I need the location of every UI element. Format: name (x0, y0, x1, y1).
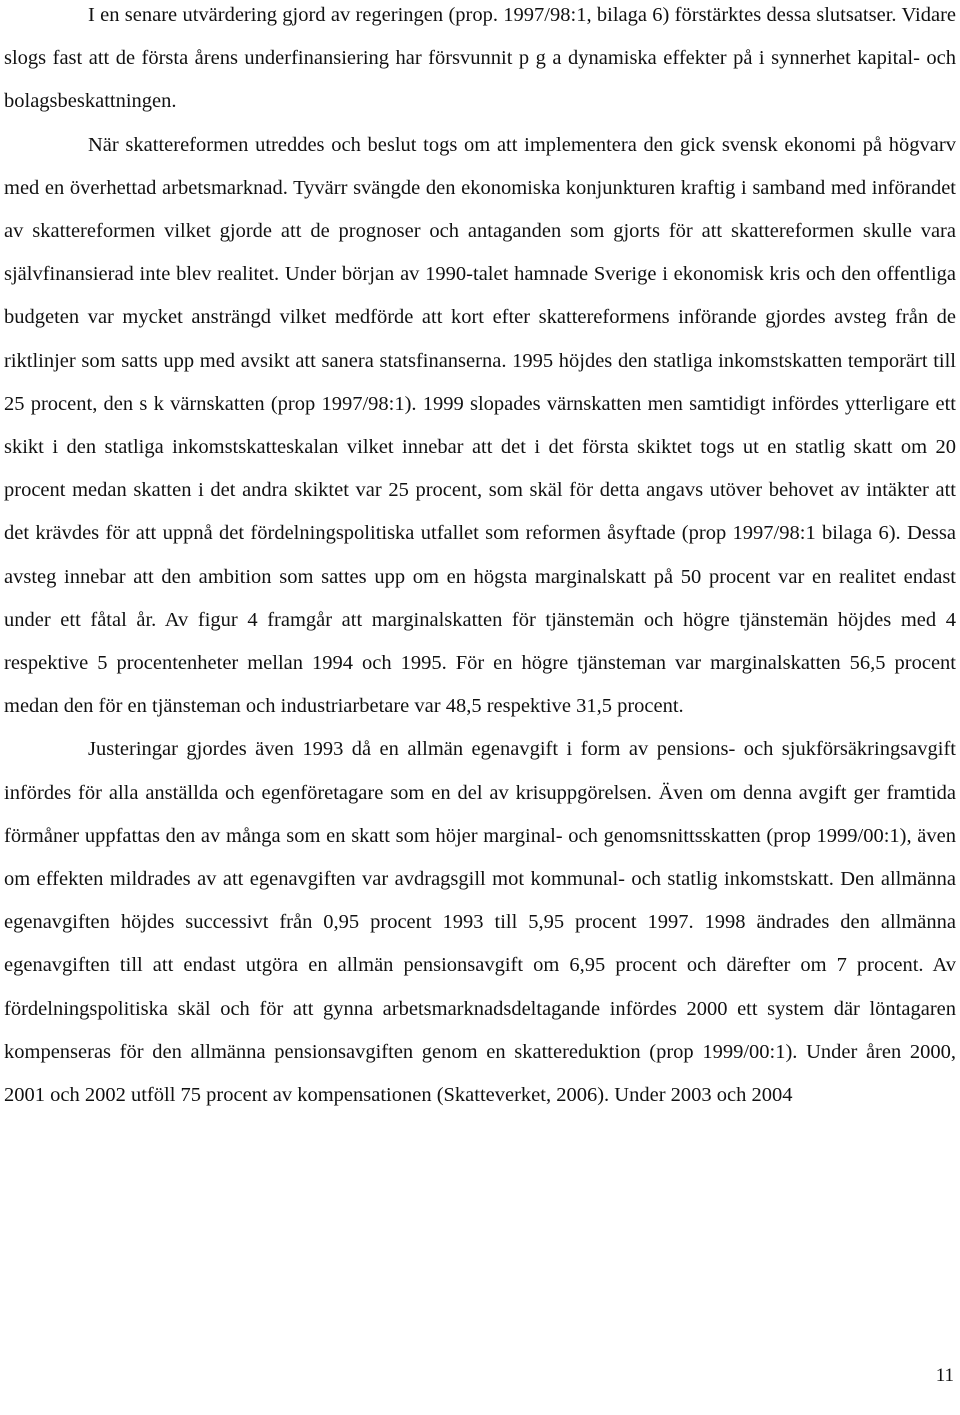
paragraph-adjustments: Justeringar gjordes även 1993 då en allmän egenavgift i form av pensions- och sjukförsäkringsavgift infördes för alla anställda och egenföretagare som en del av krisuppgörelsen. Även om denna avgift ger framtida förmåner uppfattas den av många som en skatt som höjer marginal- och genomsnittsskatten (prop 1999/00:1), även om effekten mildrades av att egenavgiften var avdragsgill mot kommunal- och statlig inkomstskatt. Den allmänna egenavgiften höjdes successivt från 0,95 procent 1993 till 5,95 procent 1997. 1998 ändrades den allmänna egenavgiften till att endast utgöra en allmän pensionsavgift om 6,95 procent och därefter om 7 procent. Av fördelningspolitiska skäl och för att gynna arbetsmarknadsdeltagande infördes 2000 ett system där löntagaren kompenseras för den allmänna pensionsavgiften genom en skattereduktion (prop 1999/00:1). Under åren 2000, 2001 och 2002 utföll 75 procent av kompensationen (Skatteverket, 2006). Under 2003 och 2004 (4, 738, 956, 1107)
paragraph-evaluation: I en senare utvärdering gjord av regeringen (prop. 1997/98:1, bilaga 6) förstärktes dessa slutsatser. Vidare slogs fast att de första årens underfinansiering har försvunnit p g a dynamiska effekter på i synnerhet kapital- och bolagsbeskattningen. (4, 4, 956, 113)
page-number: 11 (935, 1365, 954, 1386)
body-text (4, 0, 956, 1117)
paragraph-tax-reform: När skattereformen utreddes och beslut togs om att implementera den gick svensk ekonomi på högvarv med en överhettad arbetsmarknad. Tyvärr svängde den ekonomiska konjunkturen kraftig i samband med införandet av skattereformen vilket gjorde att de prognoser och antaganden som gjorts för att skattereformen skulle vara självfinansierad inte blev realitet. Under början av 1990-talet hamnade Sverige i ekonomisk kris och den offentliga budgeten var mycket ansträngd vilket medförde att kort efter skattereformens införande gjordes avsteg från de riktlinjer som satts upp med avsikt att sanera statsfinanserna. 1995 höjdes den statliga inkomstskatten temporärt till 25 procent, den s k värnskatten (prop 1997/98:1). 1999 slopades värnskatten men samtidigt infördes ytterligare ett skikt i den statliga inkomstskatteskalan vilket innebar att det i det första skiktet togs ut en statlig skatt om 20 procent medan skatten i det andra skiktet var 25 procent, som skäl för detta angavs utöver behovet av intäkter att det krävdes för att uppnå det fördelningspolitiska utfallet som reformen åsyftade (prop 1997/98:1 bilaga 6). Dessa avsteg innebar att den ambition som sattes upp om en högsta marginalskatt på 50 procent var en realitet endast under ett fåtal år. Av figur 4 framgår att marginalskatten för tjänstemän och högre tjänstemän höjdes med 4 respektive 5 procentenheter mellan 1994 och 1995. För en högre tjänsteman var marginalskatten 56,5 procent medan den för en tjänsteman och industriarbetare var 48,5 respektive 31,5 procent. (4, 133, 956, 718)
